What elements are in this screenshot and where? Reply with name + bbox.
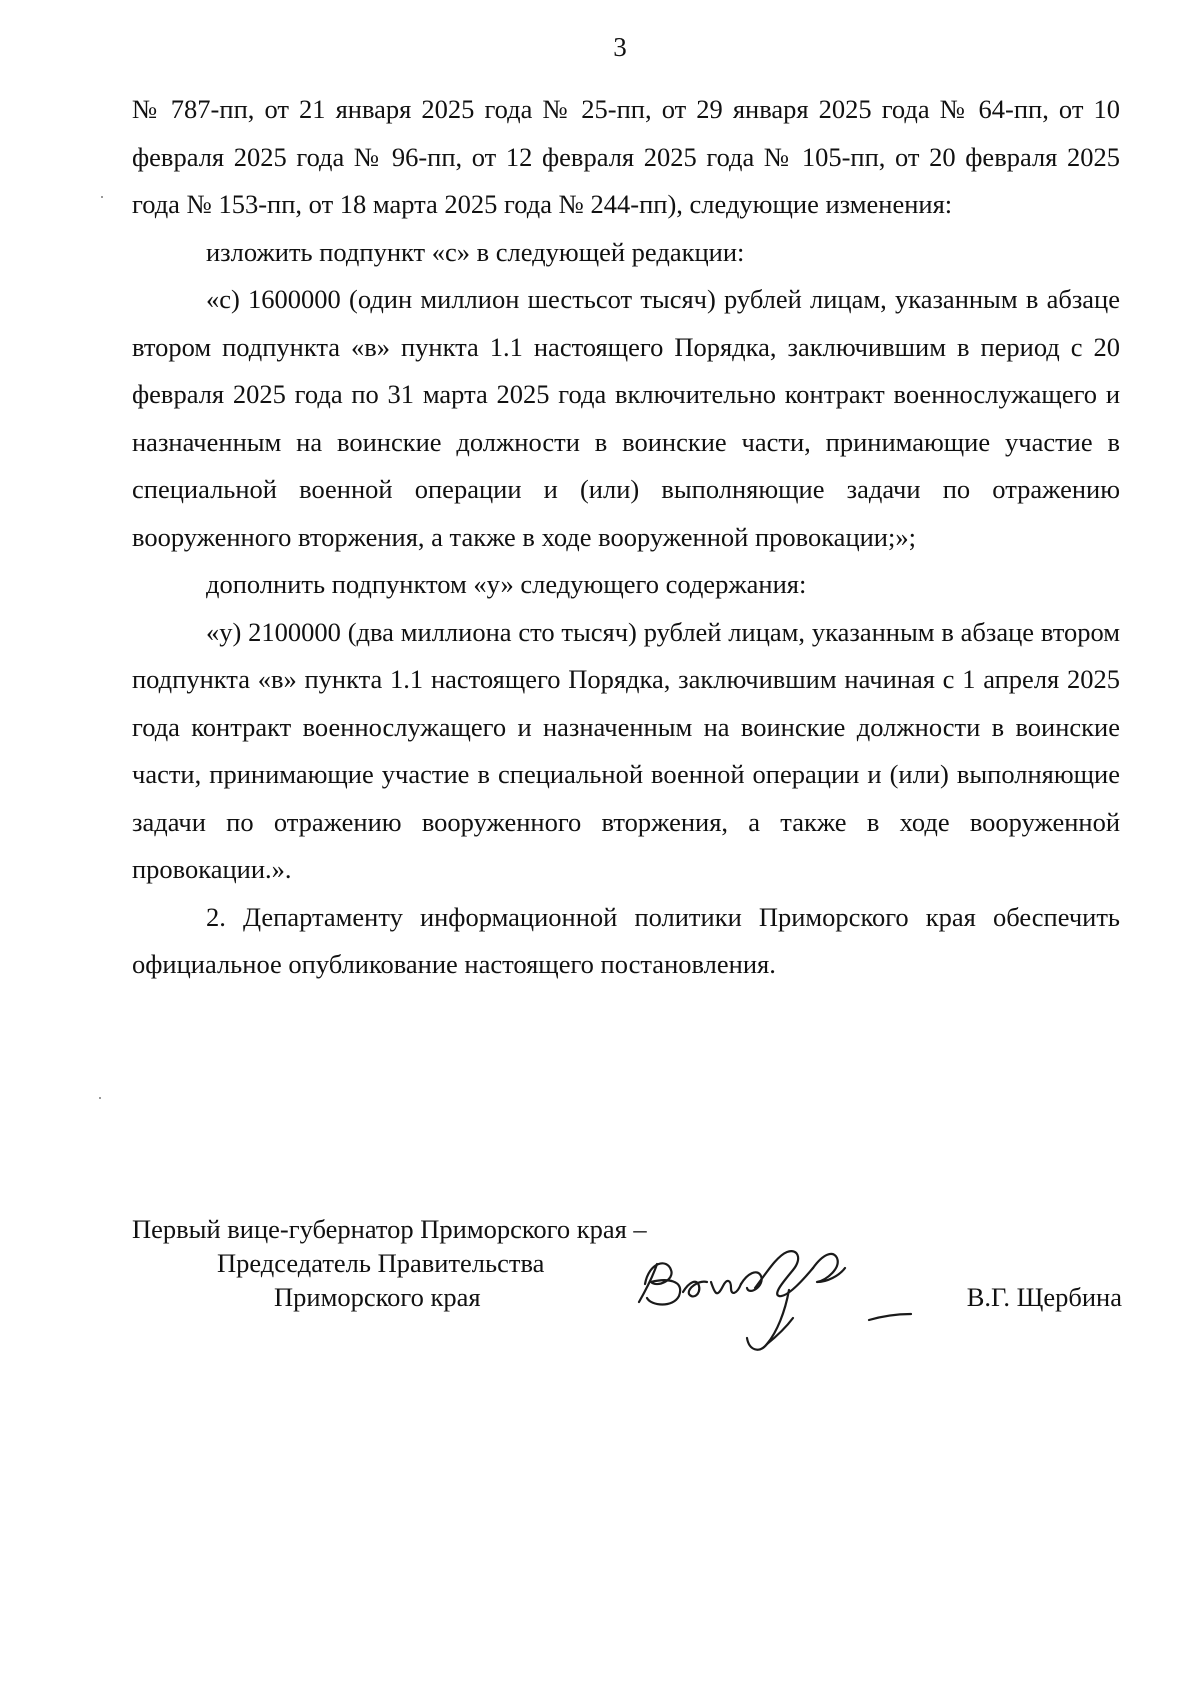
paragraph-instruction-c: изложить подпункт «с» в следующей редакции: [206, 236, 745, 267]
document-body [132, 86, 1120, 989]
signature-block [132, 1212, 1122, 1342]
handwritten-signature [627, 1232, 927, 1382]
signatory-position-line-1: Первый вице-губернатор Приморского края – [132, 1214, 647, 1244]
paragraph-instruction-u: дополнить подпунктом «у» следующего содержания: [206, 569, 807, 599]
signatory-position-line-2: Председатель Правительства [217, 1248, 545, 1278]
page-number: 3 [613, 32, 627, 62]
scan-margin-mark [101, 196, 103, 198]
paragraph-subpoint-c: «с) 1600000 (один миллион шестьсот тысяч) рублей лицам, указанным в абзаце втором подпункта «в» пункта 1.1 настоящего Порядка, заключившим в период с 20 февраля 2025 года по 31 марта 2025 года включительно контракт военнослужащего и назначенным на воинские должности в воинские части, принимающие участие в специальной военной операции и (или) выполняющие задачи по отражению вооруженного вторжения, а также в ходе вооруженной провокации;»; [132, 284, 1120, 552]
paragraph-subpoint-u: «у) 2100000 (два миллиона сто тысяч) рублей лицам, указанным в абзаце втором подпункта «в» пункта 1.1 настоящего Порядка, заключившим начиная с 1 апреля 2025 года контракт военнослужащего и назначенным на воинские должности в воинские части, принимающие участие в специальной военной операции и (или) выполняющие задачи по отражению вооруженного вторжения, а также в ходе вооруженной провокации.». [132, 616, 1120, 884]
signatory-position-line-3: Приморского края [274, 1282, 481, 1312]
paragraph-amendment-list: № 787-пп, от 21 января 2025 года № 25-пп, от 29 января 2025 года № 64-пп, от 10 февраля 2025 года № 96-пп, от 12 февраля 2025 года № 105-пп, от 20 февраля 2025 года № 153-пп, от 18 марта 2025 года № 244-пп), следующие изменения: [132, 94, 1120, 219]
paragraph-item-2: 2. Департаменту информационной политики Приморского края обеспечить официальное опубликование настоящего постановления. [132, 901, 1120, 979]
signatory-name: В.Г. Щербина [966, 1282, 1122, 1312]
scan-margin-mark [99, 1097, 101, 1099]
